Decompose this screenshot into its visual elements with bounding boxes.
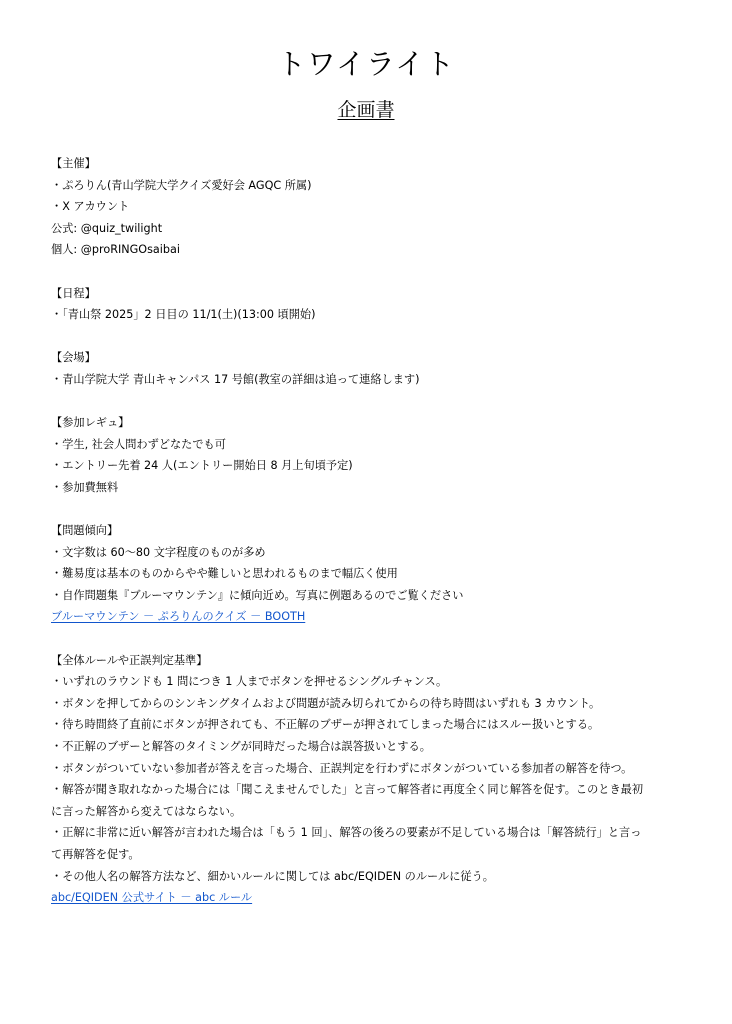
rules-line: ・解答が聞き取れなかった場合には「聞こえませんでした」と言って解答者に再度全く同じ解答を促す。このとき最初	[51, 783, 644, 797]
rules-line: ・ボタンがついていない参加者が答えを言った場合、正誤判定を行わずにボタンがついている参加者の解答を待つ。	[51, 761, 633, 775]
rules-line: に言った解答から変えてはならない。	[51, 804, 242, 818]
rules-line: て再解答を促す。	[51, 848, 140, 861]
rules-line: ・正解に非常に近い解答が言われた場合は「もう 1 回」、解答の後ろの要素が不足している場合は「解答続行」と言っ	[51, 826, 642, 840]
section-venue	[51, 347, 691, 390]
section-rules	[51, 650, 691, 909]
tendency-line: ・難易度は基本のものからやや難しいと思われるものまで幅広く使用	[51, 567, 398, 581]
tendency-line: ・文字数は 60～80 文字程度のものが多め	[51, 545, 266, 559]
organizer-line: 個人: @proRINGOsaibai	[51, 243, 180, 257]
organizer-line: ・ぷろりん(青山学院大学クイズ愛好会 AGQC 所属)	[51, 178, 312, 192]
section-heading: 【日程】	[51, 286, 96, 300]
booth-link[interactable]: ブルーマウンテン － ぷろりんのクイズ － BOOTH	[51, 610, 306, 624]
section-heading: 【参加レギュ】	[51, 416, 130, 430]
venue-line: ・青山学院大学 青山キャンパス 17 号館(教室の詳細は追って連絡します)	[51, 372, 420, 386]
section-organizer	[51, 153, 691, 261]
section-heading: 【問題傾向】	[51, 524, 119, 538]
section-schedule	[51, 283, 691, 326]
section-heading: 【全体ルールや正誤判定基準】	[51, 653, 208, 667]
rules-line: ・いずれのラウンドも 1 問につき 1 人までボタンを押せるシングルチャンス。	[51, 675, 448, 689]
abc-rules-link[interactable]: abc/EQIDEN 公式サイト － abc ルール	[51, 891, 253, 905]
regulation-line: ・エントリー先着 24 人(エントリー開始日 8 月上旬頃予定)	[51, 459, 353, 473]
regulation-line: ・参加費無料	[51, 480, 119, 494]
rules-line: ・ボタンを押してからのシンキングタイムおよび問題が読み切られてからの待ち時間はいずれも 3 カウント。	[51, 696, 601, 710]
tendency-line: ・自作問題集『ブルーマウンテン』に傾向近め。写真に例題あるのでご覧ください	[51, 588, 464, 602]
organizer-line: ・X アカウント	[51, 200, 130, 214]
subtitle-text: 企画書	[337, 99, 395, 121]
section-tendency	[51, 520, 691, 628]
rules-line: ・その他人名の解答方法など、細かいルールに関しては abc/EQIDEN のルールに従う。	[51, 869, 494, 883]
document-title: トワイライト	[276, 47, 456, 81]
organizer-line: 公式: @quiz_twilight	[51, 221, 163, 235]
document-body	[51, 153, 691, 909]
section-regulation	[51, 412, 691, 498]
document-subtitle	[0, 96, 732, 124]
schedule-line: ・「青山祭 2025」2 日目の 11/1(土)(13:00 頃開始)	[51, 308, 316, 322]
regulation-line: ・学生, 社会人問わずどなたでも可	[51, 437, 226, 451]
rules-line: ・待ち時間終了直前にボタンが押されても、不正解のブザーが押されてしまった場合にはスルー扱いとする。	[51, 718, 600, 732]
section-heading: 【主催】	[51, 157, 96, 170]
rules-line: ・不正解のブザーと解答のタイミングが同時だった場合は誤答扱いとする。	[51, 740, 431, 754]
section-heading: 【会場】	[51, 351, 96, 365]
